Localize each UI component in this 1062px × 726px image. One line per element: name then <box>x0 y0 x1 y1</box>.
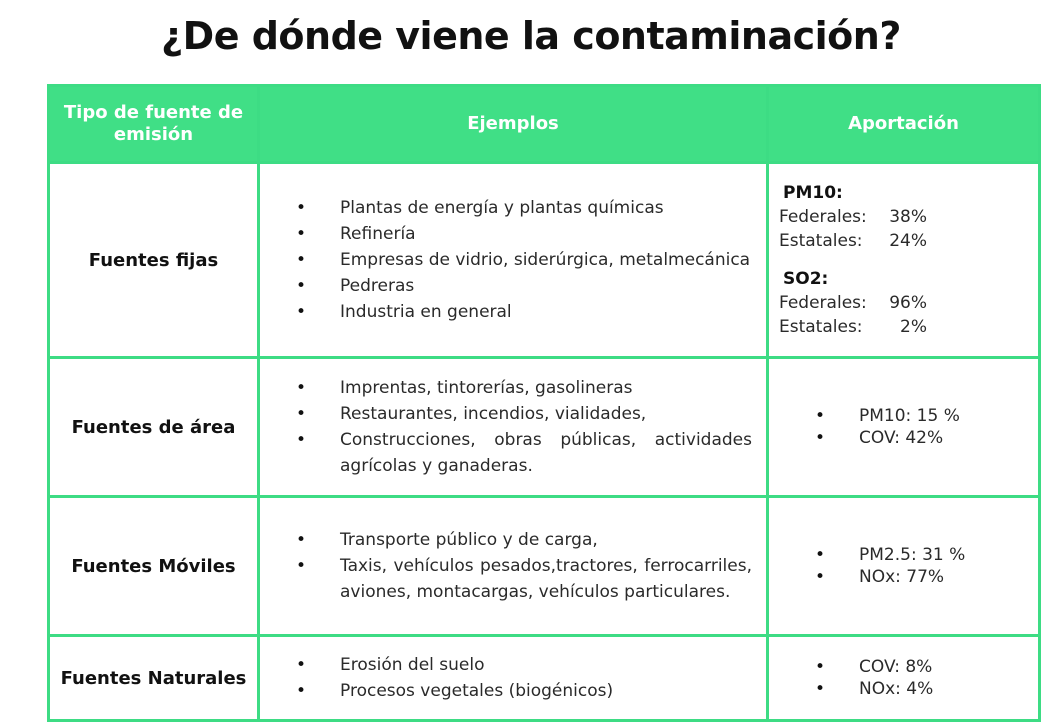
header-contribution: Aportación <box>768 86 1040 163</box>
list-item: • Imprentas, tintorerías, gasolineras <box>296 375 752 401</box>
list-item: • NOx: 4% <box>815 678 1028 700</box>
examples-list <box>296 195 752 325</box>
emission-sources-table <box>47 84 1041 722</box>
header-examples: Ejemplos <box>259 86 768 163</box>
line-label: Federales: <box>779 293 867 313</box>
pollutant-label: PM10: <box>783 183 843 203</box>
list-item: • PM2.5: 31 % <box>815 544 1028 566</box>
line-value: 38% <box>889 207 927 227</box>
contribution-list <box>779 405 1028 449</box>
contribution-cell <box>768 497 1040 636</box>
list-item: • NOx: 77% <box>815 566 1028 588</box>
pm10-block <box>779 181 1028 253</box>
source-type-cell: Fuentes Móviles <box>49 497 259 636</box>
source-type-cell: Fuentes Naturales <box>49 636 259 721</box>
table-header-row <box>49 86 1040 163</box>
contribution-cell <box>768 636 1040 721</box>
list-item: • Empresas de vidrio, siderúrgica, metalmecánica <box>296 247 752 273</box>
list-item: • Procesos vegetales (biogénicos) <box>296 678 752 704</box>
table-row-fuentes-de-area <box>49 358 1040 497</box>
list-item: • COV: 8% <box>815 656 1028 678</box>
contribution-cell <box>768 163 1040 358</box>
examples-cell <box>259 497 768 636</box>
so2-block <box>779 267 1028 339</box>
line-label: Estatales: <box>779 317 863 337</box>
list-item: • Plantas de energía y plantas químicas <box>296 195 752 221</box>
examples-list <box>296 652 752 704</box>
line-value: 96% <box>889 293 927 313</box>
examples-cell <box>259 636 768 721</box>
list-item: • COV: 42% <box>815 427 1028 449</box>
contribution-line <box>779 229 1028 253</box>
line-value: 2% <box>900 317 927 337</box>
source-type-cell: Fuentes fijas <box>49 163 259 358</box>
header-source-type: Tipo de fuente de emisión <box>49 86 259 163</box>
table-row-fuentes-fijas <box>49 163 1040 358</box>
list-item: • Taxis, vehículos pesados,tractores, ferrocarriles, aviones, montacargas, vehículos particulares. <box>296 553 752 605</box>
table-row-fuentes-naturales <box>49 636 1040 721</box>
list-item: • Erosión del suelo <box>296 652 752 678</box>
examples-list <box>296 375 752 479</box>
list-item: • Transporte público y de carga, <box>296 527 752 553</box>
line-value: 24% <box>889 231 927 251</box>
contribution-line <box>779 315 1028 339</box>
examples-cell <box>259 163 768 358</box>
contribution-line <box>779 205 1028 229</box>
contribution-line <box>779 291 1028 315</box>
line-label: Federales: <box>779 207 867 227</box>
contribution-list <box>779 544 1028 588</box>
examples-list <box>296 527 752 605</box>
list-item: • PM10: 15 % <box>815 405 1028 427</box>
list-item: • Construcciones, obras públicas, actividades agrícolas y ganaderas. <box>296 427 752 479</box>
source-type-cell: Fuentes de área <box>49 358 259 497</box>
line-label: Estatales: <box>779 231 863 251</box>
contribution-cell <box>768 358 1040 497</box>
contribution-list <box>779 656 1028 700</box>
list-item: • Refinería <box>296 221 752 247</box>
page-title: ¿De dónde viene la contaminación? <box>161 14 901 58</box>
list-item: • Restaurantes, incendios, vialidades, <box>296 401 752 427</box>
examples-cell <box>259 358 768 497</box>
list-item: • Pedreras <box>296 273 752 299</box>
pollutant-label: SO2: <box>783 269 829 289</box>
list-item: • Industria en general <box>296 299 752 325</box>
table-row-fuentes-moviles <box>49 497 1040 636</box>
